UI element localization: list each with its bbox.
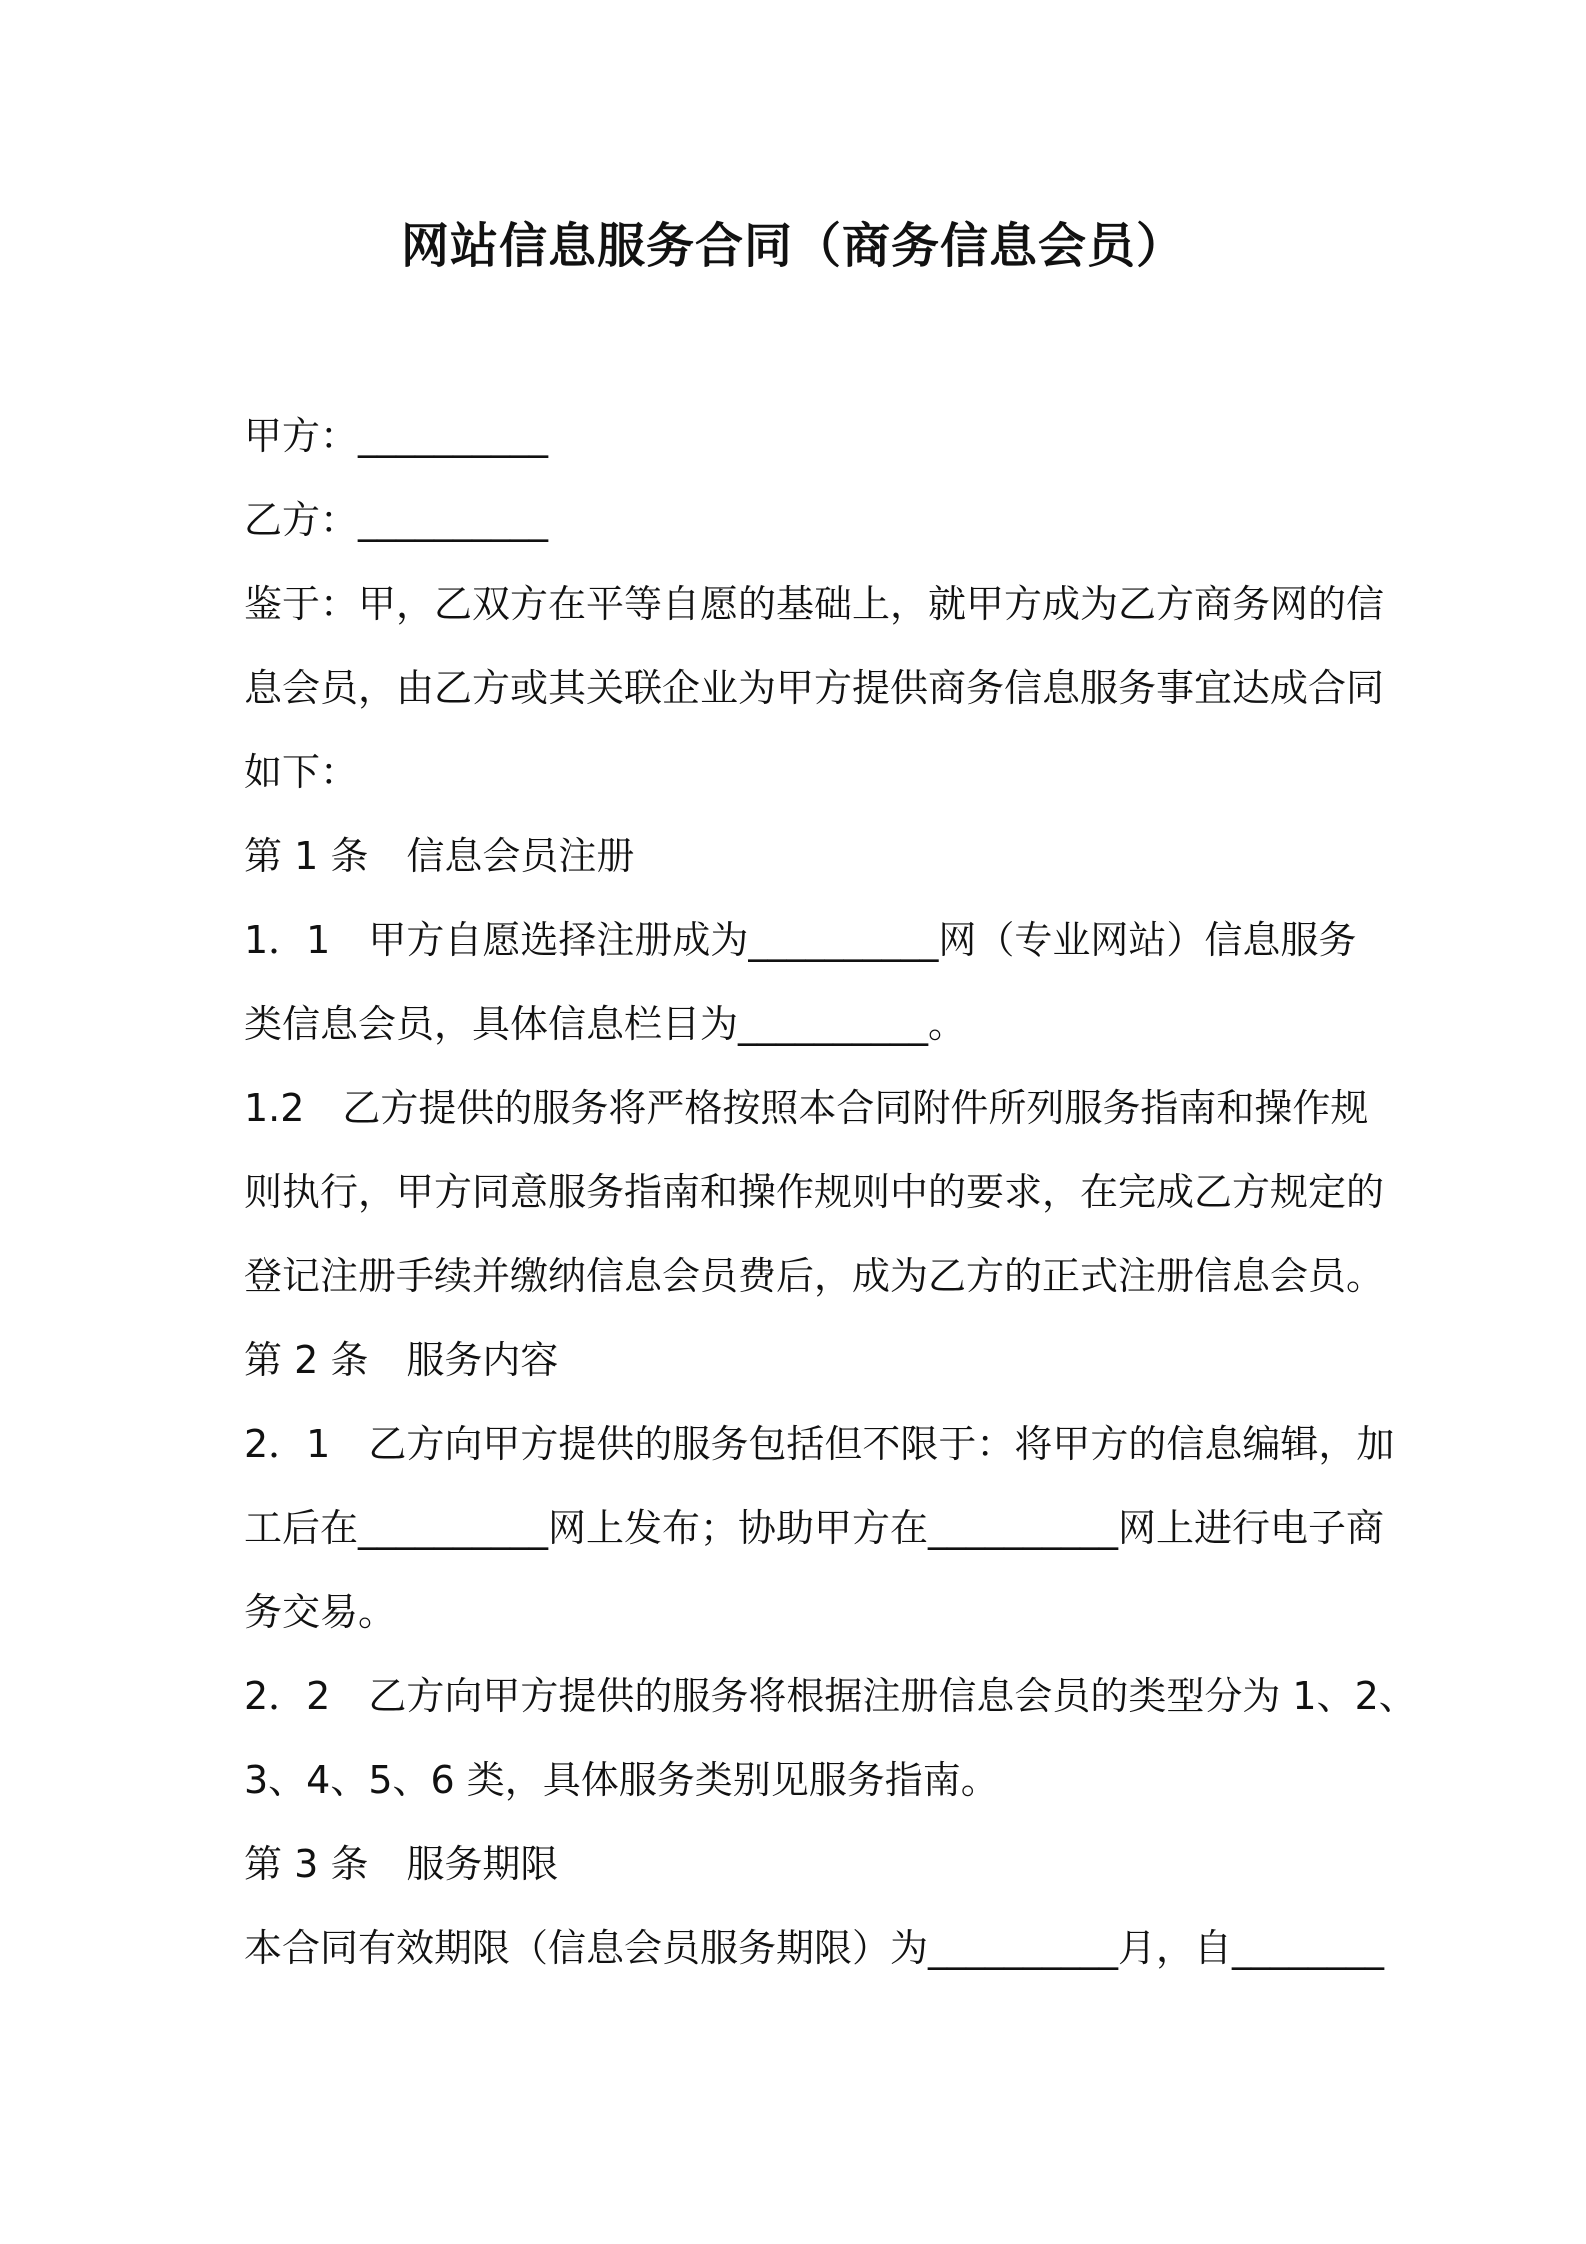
preamble-line-2: 息会员，由乙方或其关联企业为甲方提供商务信息服务事宜达成合同	[244, 666, 1385, 710]
article-1-heading: 第 1 条 信息会员注册	[244, 834, 635, 878]
clause-1-2-line-2: 则执行，甲方同意服务指南和操作规则中的要求，在完成乙方规定的	[244, 1170, 1385, 1214]
document-title: 网站信息服务合同（商务信息会员）	[400, 218, 1185, 274]
preamble-line-1: 鉴于：甲，乙双方在平等自愿的基础上，就甲方成为乙方商务网的信	[244, 582, 1385, 626]
clause-2-2-line-1: 2．2 乙方向甲方提供的服务将根据注册信息会员的类型分为 1、2、	[244, 1674, 1417, 1718]
clause-2-1-line-3: 务交易。	[244, 1590, 397, 1634]
clause-1-2-line-1: 1.2 乙方提供的服务将严格按照本合同附件所列服务指南和操作规	[244, 1086, 1369, 1130]
clause-1-1-line-1: 1．1 甲方自愿选择注册成为__________网（专业网站）信息服务	[244, 918, 1357, 962]
clause-2-2-line-2: 3、4、5、6 类，具体服务类别见服务指南。	[244, 1758, 999, 1802]
party-a-line: 甲方：__________	[244, 414, 549, 458]
article-3-heading: 第 3 条 服务期限	[244, 1842, 559, 1886]
clause-2-1-line-1: 2．1 乙方向甲方提供的服务包括但不限于：将甲方的信息编辑，加	[244, 1422, 1395, 1466]
article-2-heading: 第 2 条 服务内容	[244, 1338, 559, 1382]
preamble-line-3: 如下：	[244, 750, 359, 794]
clause-1-1-line-2: 类信息会员，具体信息栏目为__________。	[244, 1002, 967, 1046]
party-b-line: 乙方：__________	[244, 498, 549, 542]
clause-2-1-line-2: 工后在__________网上发布；协助甲方在__________网上进行电子商	[244, 1506, 1385, 1550]
article-3-line-1: 本合同有效期限（信息会员服务期限）为__________月，自________	[244, 1926, 1385, 1970]
clause-1-2-line-3: 登记注册手续并缴纳信息会员费后，成为乙方的正式注册信息会员。	[244, 1254, 1385, 1298]
